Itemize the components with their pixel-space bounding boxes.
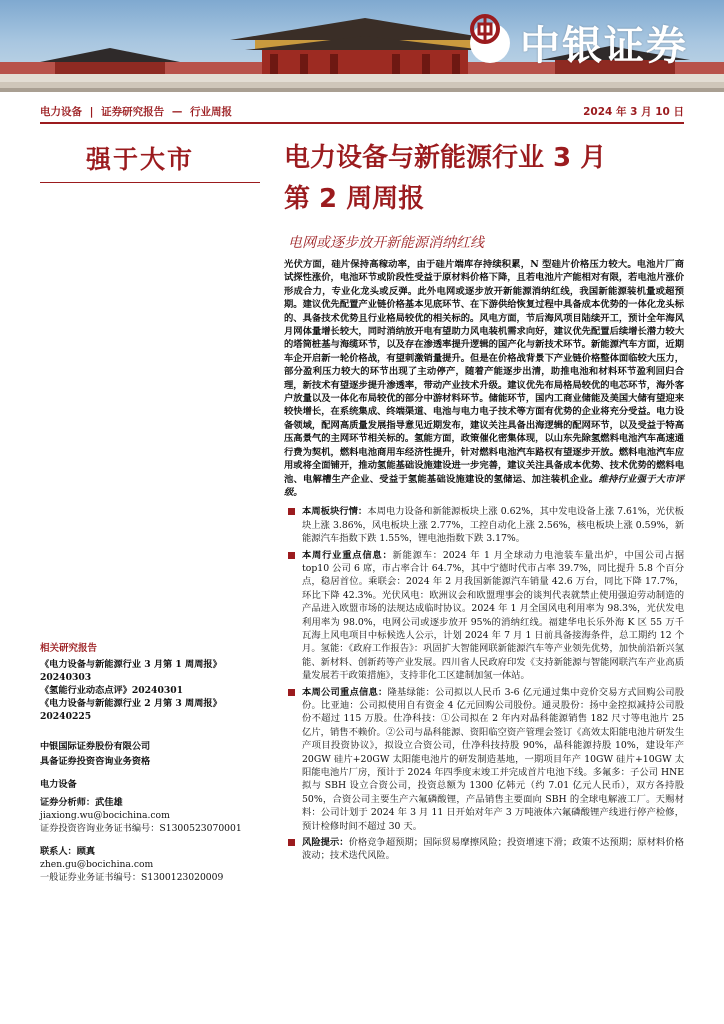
analyst-label: 证券分析师： <box>40 797 96 808</box>
report-kind: 证券研究报告 <box>101 105 165 118</box>
contact-row <box>40 845 270 858</box>
report-type: 行业周报 <box>189 105 232 118</box>
bullet-label: 风险提示： <box>302 837 349 849</box>
related-report-link[interactable]: 《氢能行业动态点评》20240301 <box>40 685 184 696</box>
related-reports <box>40 642 270 723</box>
contact-label: 联系人： <box>40 846 77 857</box>
rating-divider <box>40 182 260 183</box>
bullet-text: 价格竞争超预期；国际贸易摩擦风险；投资增速下滑；政策不达预期；原材料价格波动；技术迭代风险。 <box>302 837 684 862</box>
related-reports-heading: 相关研究报告 <box>40 643 98 654</box>
sector-label: 电力设备 <box>40 779 77 790</box>
analyst-name: 武佳雄 <box>95 797 123 808</box>
related-report-link[interactable]: 《电力设备与新能源行业 2 月第 3 周周报》20240225 <box>40 698 222 722</box>
page-subtitle: 电网或逐步放开新能源消纳红线 <box>288 235 484 251</box>
bullet-text: 新能源车：2024 年 1 月全球动力电池装车量出炉，中国公司占据 top10 公司 6 席，市占率合计 64.7%，其中宁德时代市占率 39.7%，同比提升 5.8 个百分点，稳居首位。乘联会：2024 年 2 月我国新能源汽车销量 42.6 万台，同比下降 17.7%，环比下降 42.3%。光伏风电：欧洲议会和欧盟理事会的谈判代表就禁止使用强迫劳动制造的产品进入欧盟市场的法规达成临时协议。2024 年 1 月全国风电利用率为 98.3%，光伏发电利用率为 98.0%，电网公司或逐步放开 95%的消纳红线。福建华电长乐外海 K 区 55 万千瓦海上风电项目中标候选人公示，计划 2024 年 7 月 1 日前具备接海条件，总工期约 12 个月。氢能：《政府工作报告》：巩固扩大智能网联新能源汽车等产业领先优势，加快前沿新兴氢能、新材料、创新药等产业发展。四川省人民政府印发《支持新能源与智能网联汽车产业高质量发展若干政策措施》，支持非化工区建制加氢一体站。 <box>302 549 684 682</box>
related-report-link[interactable]: 《电力设备与新能源行业 3 月第 1 周周报》20240303 <box>40 659 222 683</box>
analyst-row <box>40 796 270 809</box>
industry-rating: 强于大市 <box>85 145 194 174</box>
report-body <box>284 258 684 866</box>
key-points-list <box>284 505 684 863</box>
contact-name: 顾真 <box>76 846 96 857</box>
bullet-company-news <box>284 686 684 833</box>
analyst-email[interactable]: jiaxiong.wu@bocichina.com <box>40 810 170 821</box>
summary-paragraph <box>284 258 684 499</box>
contact-cert: 一般证券业务证书编号：S1300123020009 <box>40 872 224 883</box>
brand-logo <box>470 14 688 71</box>
report-date: 2024 年 3 月 10 日 <box>583 105 684 118</box>
analyst-cert: 证券投资咨询业务证书编号：S1300523070001 <box>40 823 242 834</box>
summary-text: 光伏方面，硅片保持高稼动率，由于硅片端库存持续积累，N 型硅片价格压力较大。电池片厂商试探性涨价，电池环节或阶段性受益于原材料价格下降，且若电池片产能相对有限，若电池片涨价形成合力，专业化龙头或反弹。此外电网或逐步放开新能源消纳红线，我国新能源装机量或超预期。建议优先配置产业链价格基本见底环节、在下游供给恢复过程中具备成本优势的一体化龙头标的、具备技术优势且行业格局较优的相关标的。风电方面，节后海风项目陆续开工，预计全年海风月网体量增长较大，同时消纳放开电有望助力风电装机需求向好，建议优先配置后续增长潜力较大的塔筒桩基与海缆环节，以及存在渗透率提升逻辑的国产化与新技术环节。新能源汽车方面，近期车企开启新一轮价格战，有望刺激销量提升。但是在价格战背景下产业链价格整体面临较大压力，部分盈利压力较大的环节出现了主动停产，随着产能逐步出清，助推电池和材料环节盈利回归合理，新技术有望逐步提升渗透率，带动产业技术升级。建议优先布局格局较优的电芯环节，海外客户放量以及一体化布局较优的部分中游材料环节。储能环节，国内工商业储能及美国大储有望迎来较快增长，在系统集成、终端渠道、电池与电力电子技术等方面有优势的企业将充分受益。电力设备领域，配网高质量发展指导意见近期发布，建议关注具备出海逻辑的配网环节，以及受益于特高压高景气的主网环节相关标的。氢能方面，政策催化密集体现，以山东先除氢燃料电池汽车高速通行费为契机，燃料电池商用车经济性提升，针对燃料电池汽车路权有望逐步开放。燃料电池汽车应用或将全面铺开，推动氢能基础设施建设进一步完善，建议关注具备成本优势、技术优势的燃料电池、电解槽生产企业、受益于氢能基础设施建设的氢储运、加注装机企业。 <box>284 259 684 485</box>
report-category-line <box>40 104 236 119</box>
bullet-label: 本周公司重点信息： <box>302 686 388 698</box>
summary-rating: 维持行业强于大市评级。 <box>284 473 684 498</box>
bullet-square-icon <box>288 552 295 559</box>
company-info <box>40 740 270 793</box>
boc-logo-icon <box>470 23 510 63</box>
bullet-market <box>284 505 684 545</box>
bullet-label: 本周板块行情： <box>302 506 368 518</box>
contact-email[interactable]: zhen.gu@bocichina.com <box>40 859 154 870</box>
bullet-industry-news <box>284 549 684 683</box>
brand-name: 中银证券 <box>520 23 688 69</box>
bullet-square-icon <box>288 839 295 846</box>
header-banner <box>0 0 724 92</box>
report-header-strip <box>40 100 684 124</box>
bullet-risk <box>284 836 684 863</box>
bullet-label: 本周行业重点信息： <box>302 549 393 561</box>
category: 电力设备 <box>40 105 82 118</box>
page-title <box>284 138 704 220</box>
analyst-info <box>40 796 270 884</box>
separator: | <box>89 105 94 118</box>
dash: — <box>171 105 183 118</box>
bullet-square-icon <box>288 689 295 696</box>
company-name: 中银国际证券股份有限公司 <box>40 741 151 752</box>
bullet-square-icon <box>288 508 295 515</box>
bullet-text: 隆基绿能：公司拟以人民币 3-6 亿元通过集中竞价交易方式回购公司股份。比亚迪：公司拟使用自有资金 4 亿元回购公司股份。通灵股份：扬中金控拟减持公司股份不超过 115 万股。仕净科技：①公司拟在 2 年内对晶科能源销售 182 尺寸等电池片 25 亿片，销售不赖价。②公司与晶科能源、资阳临空资产管理会签订《高效太阳能电池片研发生产项目投资协议》，拟设立合资公司，仕净科技持股 90%，晶科能源持股 10%，建设年产 20GW 硅片+20GW 太阳能电池片的研发制造基地，一期项目年产 10GW 硅片+10GW 太阳能电池片厂房，预计于 2024 年四季度末竣工并完成首片电池下线。多氟多：子公司 HNE 拟与 SBH 设立合资公司，投资总额为 1300 亿韩元（约 7.01 亿元人民币），双方各持股 50%，合资公司主要生产六氟磷酸锂，产品销售主要面向 SBH 的全球电解液工厂。天赐材料：公司计划于 2024 年 3 月 11 日开始对年产 3 万吨液体六氟磷酸锂产线进行停产检修，预计检修时间不超过 30 天。 <box>302 686 684 832</box>
title-line-1: 电力设备与新能源行业 3 月 <box>284 143 607 173</box>
company-qualification: 具备证券投资咨询业务资格 <box>40 756 151 767</box>
title-line-2: 第 2 周周报 <box>284 184 425 214</box>
bullet-text: 本周电力设备和新能源板块上涨 0.62%，其中发电设备上涨 7.61%，光伏板块上涨 3.86%，风电板块上涨 2.77%，工控自动化上涨 2.56%，核电板块上涨 0.59%，新能源汽车指数下跌 1.55%，锂电池指数下跌 3.17%。 <box>302 506 684 545</box>
